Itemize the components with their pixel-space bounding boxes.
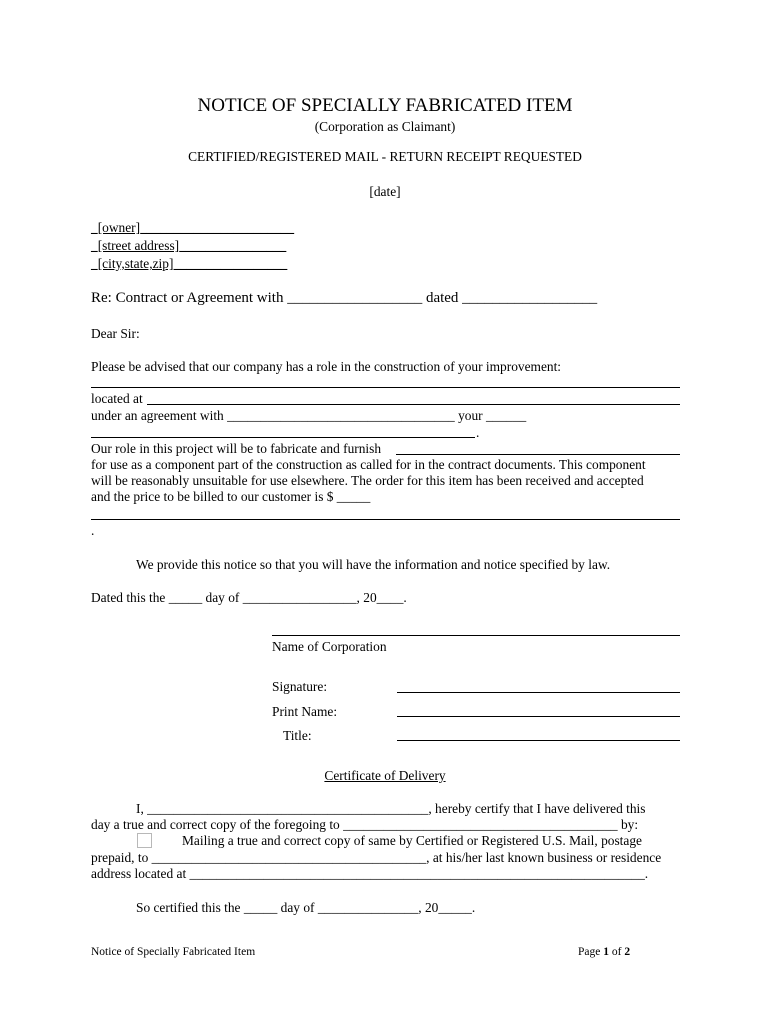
agreement-continuation-line[interactable]	[91, 437, 475, 438]
certificate-line-2: day a true and correct copy of the foregoing to _________________________________________ by:	[91, 817, 639, 832]
print-name-label: Print Name:	[272, 704, 338, 719]
prepaid-line: prepaid, to _________________________________________, at his/her last known business or residence	[91, 850, 662, 865]
corporation-name-label: Name of Corporation	[272, 639, 387, 654]
document-title: NOTICE OF SPECIALLY FABRICATED ITEM	[197, 95, 573, 116]
notice-text: We provide this notice so that you will have the information and notice specified by law.	[136, 557, 611, 572]
mailing-checkbox[interactable]	[137, 833, 152, 848]
end-dot: .	[91, 523, 95, 538]
page-prefix: Page	[578, 946, 601, 958]
dated-line: Dated this the _____ day of _________________, 20____.	[91, 590, 407, 605]
certificate-line-1: I, __________________________________________, hereby certify that I have delivered this	[136, 801, 646, 816]
page-current: 1	[603, 946, 609, 958]
role-text: Our role in this project will be to fabricate and furnish	[91, 441, 382, 456]
title-label: Title:	[283, 728, 312, 743]
intro-text: Please be advised that our company has a role in the construction of your improvement:	[91, 359, 562, 374]
footer-doc-name: Notice of Specially Fabricated Item	[91, 946, 256, 958]
component-text-2: will be reasonably unsuitable for use elsewhere. The order for this item has been received and accepted	[91, 473, 644, 488]
re-line: Re: Contract or Agreement with __________________ dated __________________	[91, 290, 598, 306]
located-at-line[interactable]	[147, 404, 680, 405]
mail-notice-line: CERTIFIED/REGISTERED MAIL - RETURN RECEIPT REQUESTED	[188, 149, 582, 164]
signature-line[interactable]	[397, 692, 680, 693]
fabricate-item-line[interactable]	[396, 454, 680, 455]
agreement-line: under an agreement with __________________________________ your ______	[91, 408, 527, 423]
title-line[interactable]	[397, 740, 680, 741]
corporation-name-line[interactable]	[272, 635, 680, 636]
certified-line: So certified this the _____ day of _______________, 20_____.	[136, 900, 476, 915]
page-of: of	[611, 946, 622, 958]
salutation: Dear Sir:	[91, 326, 140, 341]
city-state-zip-field[interactable]: _[city,state,zip]_________________	[91, 256, 288, 271]
signature-label: Signature:	[272, 679, 328, 694]
page-total: 2	[624, 946, 631, 958]
owner-field[interactable]: _[owner]_______________________	[91, 220, 295, 235]
certificate-heading: Certificate of Delivery	[324, 768, 446, 783]
mailing-text: Mailing a true and correct copy of same by Certified or Registered U.S. Mail, postage	[182, 833, 642, 848]
component-text-1: for use as a component part of the construction as called for in the contract documents. This component	[91, 457, 646, 472]
address-located-line: address located at ____________________________________________________________________.	[91, 866, 649, 881]
document-subtitle: (Corporation as Claimant)	[314, 119, 456, 134]
page-indicator	[578, 947, 630, 959]
price-continuation-line[interactable]	[91, 519, 680, 520]
print-name-line[interactable]	[397, 716, 680, 717]
improvement-line[interactable]	[91, 387, 680, 388]
agreement-period: .	[476, 425, 480, 440]
street-address-field[interactable]: _[street address]________________	[91, 238, 287, 253]
located-at-label: located at	[91, 391, 143, 406]
date-field[interactable]: [date]	[369, 184, 401, 199]
component-text-3: and the price to be billed to our customer is $ _____	[91, 489, 371, 504]
